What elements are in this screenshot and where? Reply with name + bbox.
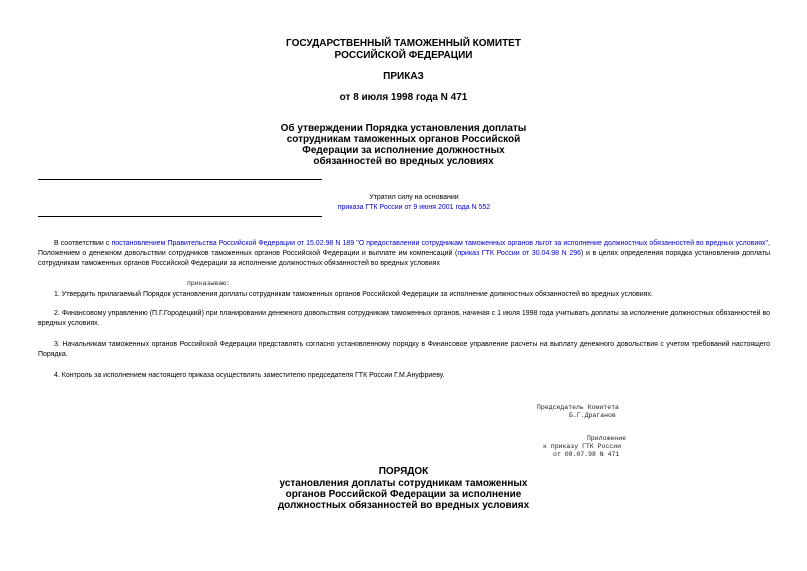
procedure-heading: ПОРЯДОК [378, 466, 429, 477]
gtk-order-296-link[interactable]: приказ ГТК России от 30.04.98 N 296 [457, 250, 582, 257]
procedure-title-line2: органов Российской Федерации за исполнение [285, 489, 522, 500]
order-item-2: 2. Финансовому управлению (П.Г.Городецкий) при планировании денежного довольствия сотрудникам таможенных органов, начиная с 1 июля 1998 года учитывать доплаты за исполнение должностных обязанностей во вредных условиях. [38, 310, 770, 327]
order-item-4: 4. Контроль за исполнением настоящего приказа осуществлять заместителю председателя ГТК России Г.М.Ануфриеву. [54, 372, 445, 379]
top-divider [38, 179, 322, 180]
appendix-order-ref: к приказу ГТК России [543, 443, 622, 450]
preamble-text-2: , Положением о денежном довольствии сотрудников таможенных органов Российской Федерации и выплате им компенсаций ( [38, 240, 770, 257]
signature-name: Б.Г.Драганов [569, 412, 616, 419]
preamble-paragraph [38, 239, 770, 269]
bottom-divider [38, 216, 322, 217]
procedure-title-line1: установления доплаты сотрудникам таможенных [279, 478, 528, 489]
document-title-line3: Федерации за исполнение должностных [302, 145, 505, 156]
preamble-text-1: В соответствии с [54, 240, 112, 247]
preamble-text-3: ) и в целях определения порядка установления доплаты сотрудникам таможенных органов Российской Федерации за исполнение должностных обязанностей во вредных условиях [38, 250, 771, 267]
document-title-line1: Об утверждении Порядка установления доплаты [280, 123, 527, 134]
order-item-1: 1. Утвердить прилагаемый Порядок установления доплаты сотрудникам таможенных органов Российской Федерации за исполнение должностных обязанностей во вредных условиях. [54, 291, 653, 298]
document-title-line4: обязанностей во вредных условиях [313, 156, 494, 167]
signature-position: Председатель Комитета [537, 404, 619, 411]
order-item-3: 3. Начальникам таможенных органов Российской Федерации представлять согласно установленному порядку в Финансовое управление расчеты на выплату денежного довольствия с учетом требований настоящего Порядка. [38, 341, 770, 358]
order-word: приказываю: [187, 280, 230, 287]
government-decree-link[interactable]: постановлением Правительства Российской Федерации от 15.02.98 N 189 "О предоставлении сотрудникам таможенных органов льгот за исполнение должностных обязанностей во вредных условиях" [111, 240, 769, 247]
status-text: Утратил силу на основании [369, 194, 459, 201]
document-date-number: от 8 июля 1998 года N 471 [339, 92, 468, 103]
document-title-line2: сотрудникам таможенных органов Российской [286, 134, 521, 145]
procedure-title-line3: должностных обязанностей во вредных условиях [277, 500, 530, 511]
appendix-label: Приложение [587, 435, 627, 442]
repeal-order-link[interactable]: приказа ГТК России от 9 июня 2001 года N 552 [337, 204, 491, 211]
agency-name-line1: ГОСУДАРСТВЕННЫЙ ТАМОЖЕННЫЙ КОМИТЕТ [286, 38, 521, 49]
appendix-date-number: от 08.07.98 N 471 [553, 451, 620, 458]
agency-name-line2: РОССИЙСКОЙ ФЕДЕРАЦИИ [334, 50, 473, 61]
document-type: ПРИКАЗ [383, 71, 424, 82]
